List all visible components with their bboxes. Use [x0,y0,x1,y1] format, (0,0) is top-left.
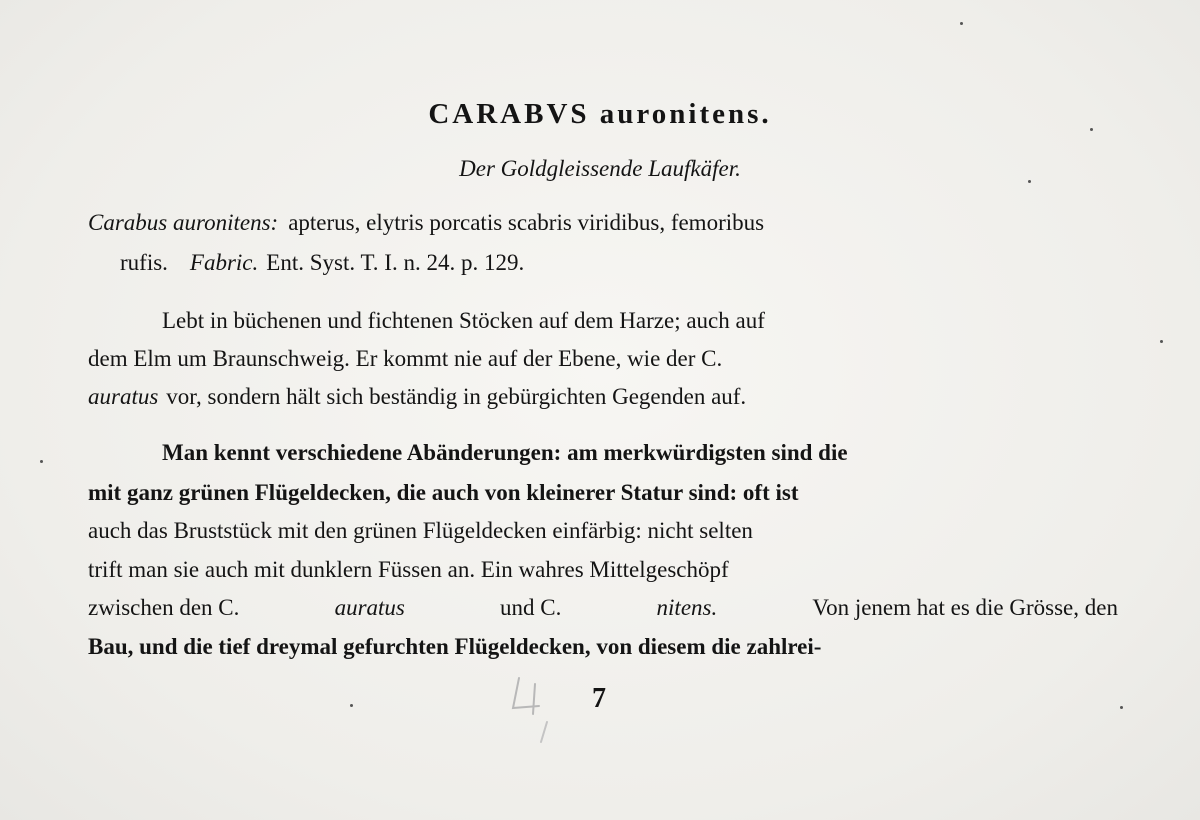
page-number: 7 [592,683,606,714]
species-name-nitens: nitens. [656,595,718,620]
scan-speck [1028,180,1031,183]
diagnosis-line-2 [120,250,1118,276]
paragraph-1-line-2: dem Elm um Braunschweig. Er kommt nie auf der Ebene, wie der C. [88,346,723,371]
species-name-auratus: auratus [88,384,159,409]
scan-speck [960,22,963,25]
diagnosis-reference: Ent. Syst. T. I. n. 24. p. 129. [266,250,525,275]
scan-speck [1160,340,1163,343]
paragraph-2-line-2: mit ganz grünen Flügeldecken, die auch von kleinerer Statur sind: oft ist [88,480,799,505]
scan-speck [1090,128,1093,131]
diagnosis-description: apterus, elytris porcatis scabris viridibus, femoribus [288,210,765,235]
diagnosis-text-start: rufis. [120,250,168,275]
species-name-auratus-2: auratus [334,595,405,620]
paragraph-2-line-6: Bau, und die tief dreymal gefurchten Flügeldecken, von diesem die zahlrei- [88,634,822,659]
paragraph-1-line-3 [88,384,1118,410]
paragraph-2-line-5 [88,595,1118,621]
page-subtitle: Der Goldgleissende Laufkäfer. [459,156,741,181]
scan-speck [40,460,43,463]
diagnosis-reference-author: Fabric. [189,250,259,275]
paragraph-2-line-1: Man kennt verschiedene Abänderungen: am merkwürdigsten sind die [162,440,848,465]
paragraph-1-line-3-text: vor, sondern hält sich beständig in gebürgichten Gegenden auf. [166,384,747,409]
diagnosis-species-name: Carabus auronitens: [88,210,279,235]
pencil-mark-icon [505,670,565,750]
paragraph-2-line-5-part-a: zwischen den C. [88,595,240,620]
paragraph-2-line-3: auch das Bruststück mit den grünen Flügeldecken einfärbig: nicht selten [88,518,753,543]
paragraph-2-line-5-part-c: Von jenem hat es die Grösse, den [812,595,1118,620]
paragraph-1-line-1: Lebt in büchenen und fichtenen Stöcken auf dem Harze; auch auf [162,308,765,333]
scan-speck [350,704,353,707]
page-title: CARABVS auronitens. [428,98,772,130]
diagnosis-line-1 [88,210,1118,236]
paragraph-2-line-5-part-b: und C. [500,595,562,620]
paragraph-2-line-4: trift man sie auch mit dunklern Füssen an. Ein wahres Mittelgeschöpf [88,557,729,582]
scan-speck [1120,706,1123,709]
